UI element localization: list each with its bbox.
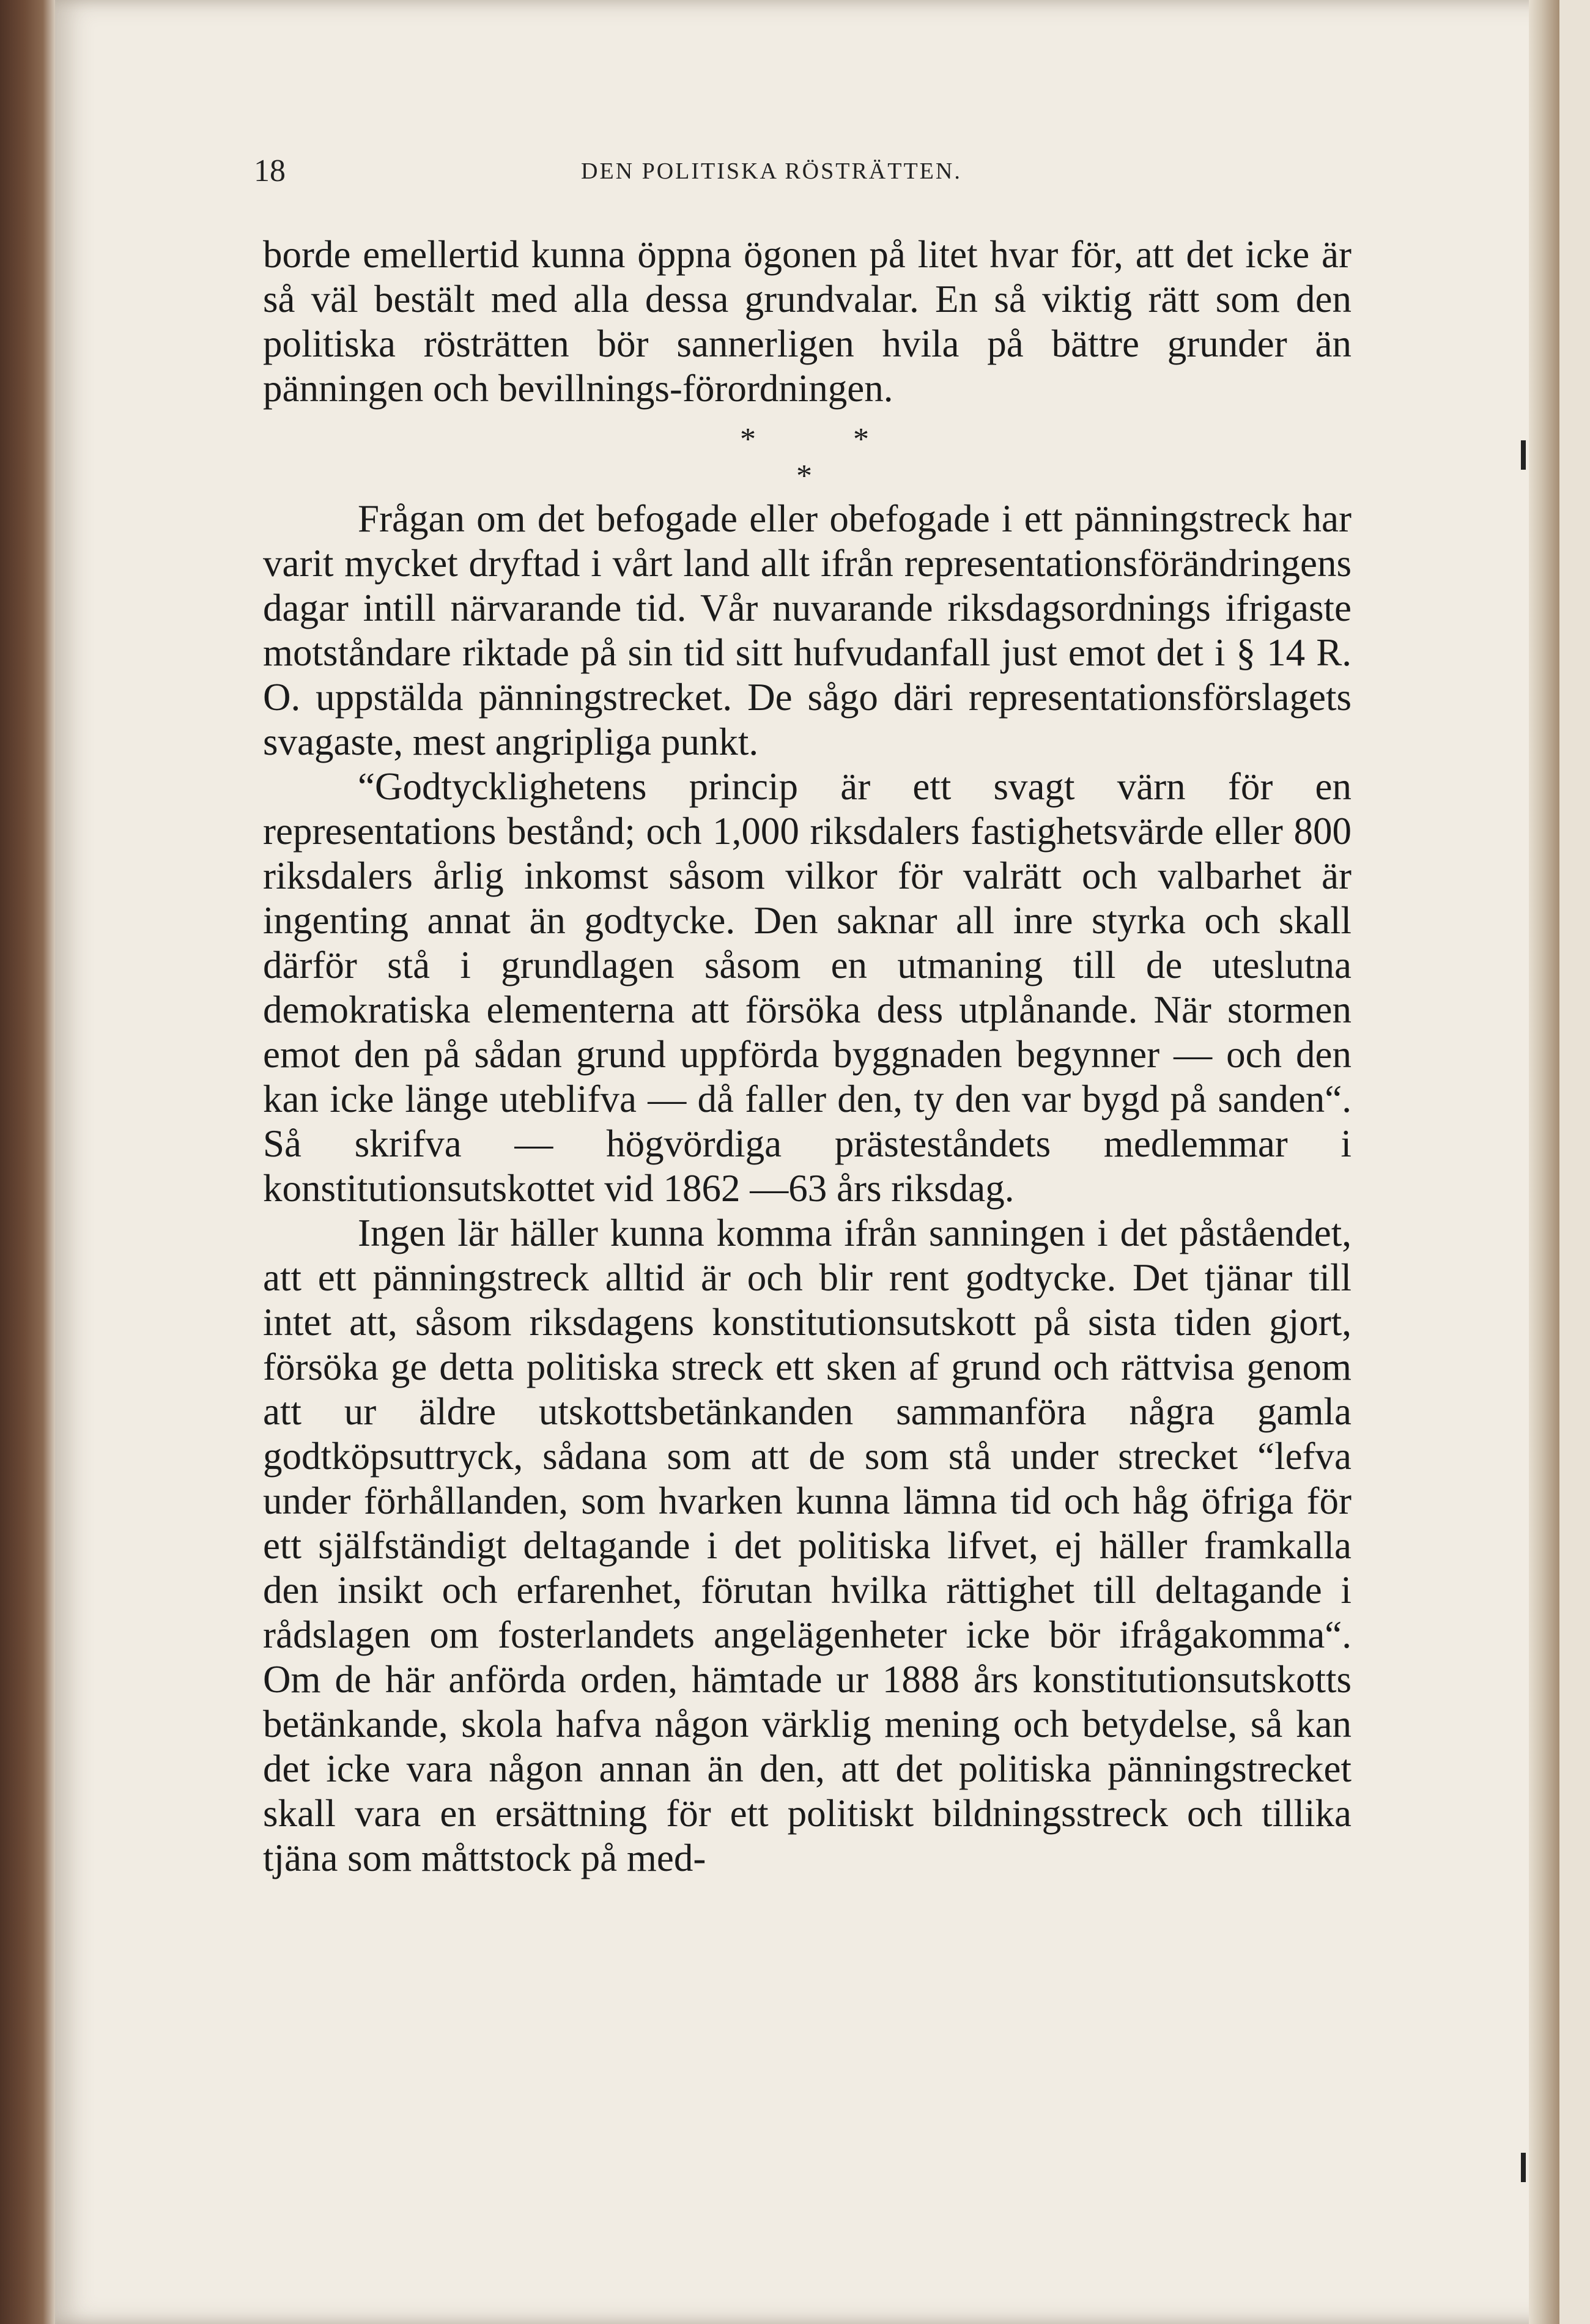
margin-mark <box>1521 440 1526 470</box>
paragraph-3-quote: “Godtycklighetens princip är ett svagt värn för en representations bestånd; och 1,000 riksdalers fastighetsvärde eller 800 riksdalers årlig inkomst såsom vilkor för valrätt och valbarhet är ingenting annat än godtycke. Den saknar all inre styrka och skall därför stå i grundlagen såsom en utmaning till de uteslutna demokratiska elementerna att försöka dess utplånande. När stormen emot den på sådan grund uppförda byggnaden begynner — och den kan icke länge uteblifva — då faller den, ty den var bygd på sanden“. Så skrifva — högvördiga prästeståndets medlemmar i konstitutionsutskottet vid 1862 —63 års riksdag. <box>263 765 1352 1210</box>
page-right-edge <box>1529 0 1559 2324</box>
page-number: 18 <box>254 154 286 188</box>
page-header <box>254 153 1355 202</box>
section-break-asterism <box>263 411 1352 497</box>
body-text <box>263 232 1352 1881</box>
paragraph-2: Frågan om det befogade eller obefogade i ett pänningstreck har varit mycket dryftad i vårt land allt ifrån representationsförändringens dagar intill närvarande tid. Vår nuvarande riksdagsordnings ifrigaste motståndare riktade på sin tid sitt hufvudanfall just emot det i § 14 R. O. uppstälda pänningstrecket. De sågo däri representationsförslagets svagaste, mest angripliga punkt. <box>263 497 1352 763</box>
asterisk: * <box>796 459 812 494</box>
running-title: DEN POLITISKA RÖSTRÄTTEN. <box>581 158 962 184</box>
asterisk: * <box>740 422 756 457</box>
paragraph-1: borde emellertid kunna öppna ögonen på litet hvar för, att det icke är så väl bestält med alla dessa grundvalar. En så viktig rätt som den politiska rösträtten bör sannerligen hvila på bättre grunder än pänningen och bevillnings-förordningen. <box>263 233 1352 410</box>
paragraph-4: Ingen lär häller kunna komma ifrån sanningen i det påståendet, att ett pänningstreck alltid är och blir rent godtycke. Det tjänar till intet att, såsom riksdagens konstitutionsutskott på sista tiden gjort, försöka ge detta politiska streck ett sken af grund och rättvisa genom att ur äldre utskottsbetänkanden sammanföra några gamla godtköpsuttryck, sådana som att de som stå under strecket “lefva under förhållanden, som hvarken kunna lämna tid och håg öfriga för ett själfständigt deltagande i det politiska lifvet, ej häller framkalla den insikt och erfarenhet, förutan hvilka rättighet till deltagande i rådslagen om fosterlandets angelägenheter icke bör ifrågakomma“. Om de här anförda orden, hämtade ur 1888 års konstitutionsutskotts betänkande, skola hafva någon värklig mening och betydelse, så kan det icke vara någon annan än den, att det politiska pänningstrecket skall vara en ersättning för ett politiskt bildningsstreck och tillika tjäna som måttstock på med- <box>263 1212 1352 1879</box>
margin-mark <box>1521 2153 1526 2182</box>
asterisk: * <box>853 422 869 457</box>
